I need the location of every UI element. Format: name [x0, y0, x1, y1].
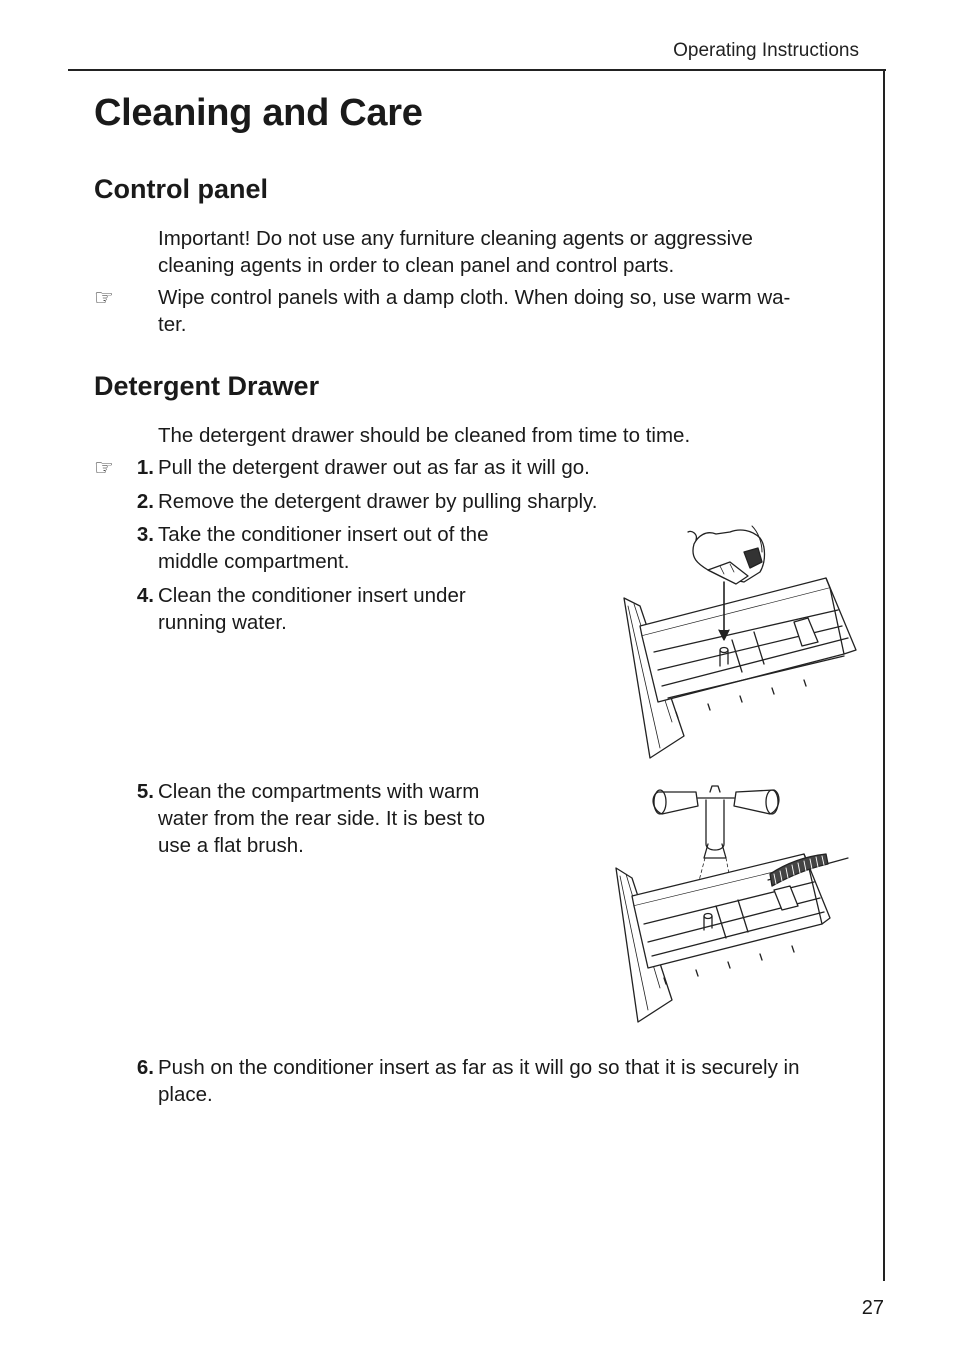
detergent-intro: The detergent drawer should be cleaned from time to time. [158, 424, 691, 447]
header-section-label: Operating Instructions [673, 40, 859, 61]
pointing-hand-icon: ☞ [94, 285, 114, 310]
step-line: Clean the conditioner insert under [158, 584, 466, 607]
step-line: middle compartment. [158, 550, 350, 573]
margin-rule [883, 69, 885, 1281]
step-number: 4. [136, 584, 154, 607]
important-note-line: Important! Do not use any furniture cleaning agents or aggressive [158, 227, 753, 250]
control-panel-tip [158, 284, 858, 338]
step-number: 1. [136, 456, 154, 479]
step-text [158, 778, 485, 859]
control-panel-heading: Control panel [94, 174, 268, 204]
important-note-line: cleaning agents in order to clean panel and control parts. [158, 254, 675, 277]
step-line: Take the conditioner insert out of the [158, 523, 489, 546]
step-line: Remove the detergent drawer by pulling sharply. [158, 490, 598, 513]
detergent-drawer-heading: Detergent Drawer [94, 371, 320, 401]
step-text [158, 521, 488, 575]
step-text [158, 454, 590, 481]
tip-line: Wipe control panels with a damp cloth. When doing so, use warm wa- [158, 286, 791, 309]
step-line: Push on the conditioner insert as far as it will go so that it is securely in [158, 1056, 800, 1079]
drawer-insert-illustration [612, 522, 862, 764]
step-line: use a flat brush. [158, 834, 304, 857]
page-number: 27 [861, 1297, 884, 1319]
step-number: 3. [136, 523, 154, 546]
step-text [158, 488, 597, 515]
step-number: 2. [136, 490, 154, 513]
step-line: place. [158, 1083, 213, 1106]
tip-line: ter. [158, 313, 187, 336]
pointing-hand-icon: ☞ [94, 455, 114, 480]
step-text [158, 1054, 858, 1108]
important-note [158, 225, 858, 279]
header-rule [68, 69, 886, 71]
drawer-brush-illustration [608, 782, 854, 1026]
step-number: 6. [136, 1056, 154, 1079]
step-line: Clean the compartments with warm [158, 780, 480, 803]
step-text [158, 582, 466, 636]
step-line: water from the rear side. It is best to [158, 807, 485, 830]
step-line: running water. [158, 611, 287, 634]
step-line: Pull the detergent drawer out as far as it will go. [158, 456, 590, 479]
step-number: 5. [136, 780, 154, 803]
page-title: Cleaning and Care [94, 92, 423, 134]
